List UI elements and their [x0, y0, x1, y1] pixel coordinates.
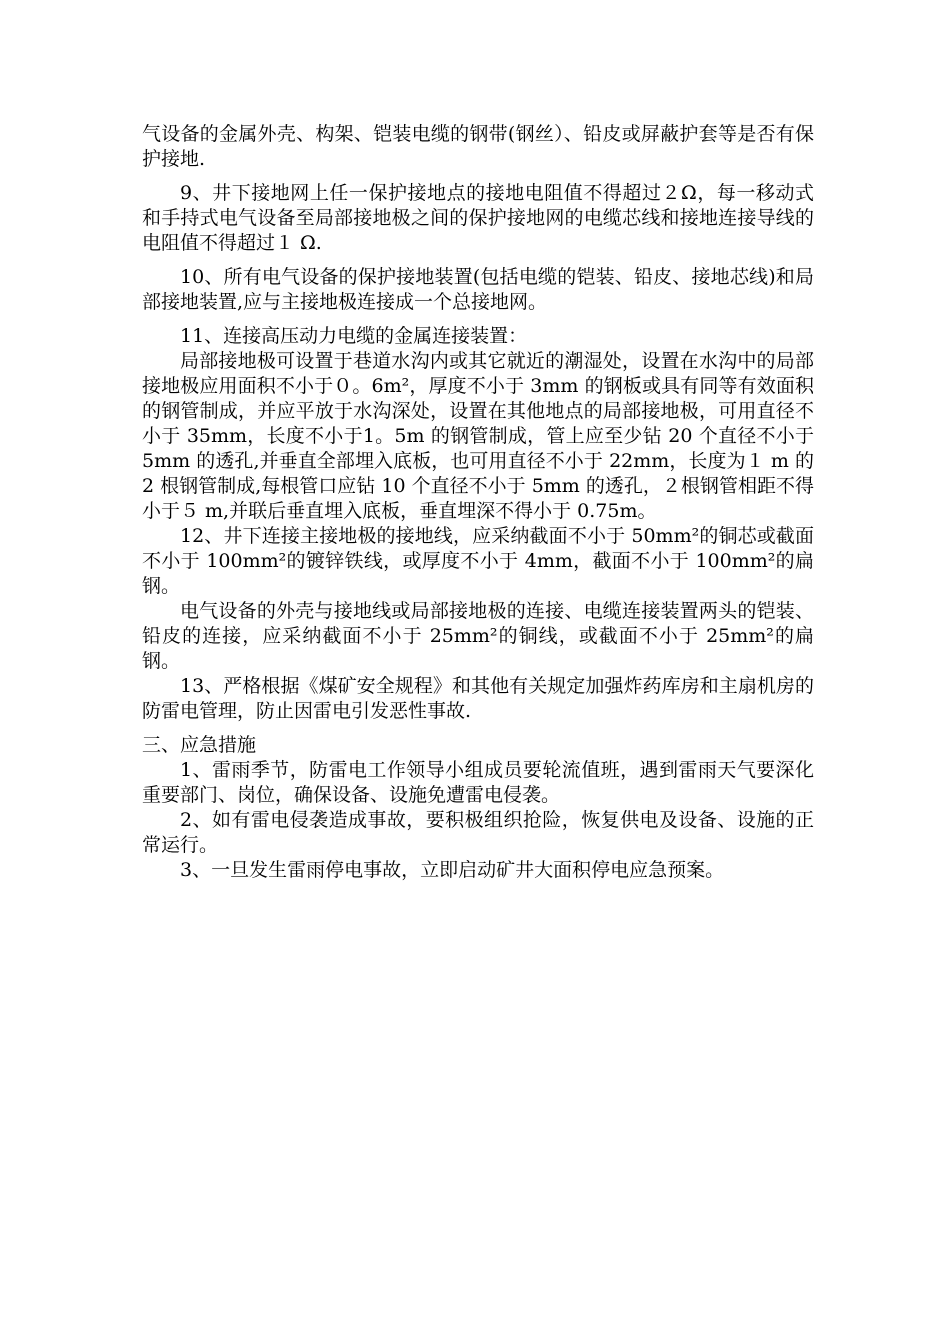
paragraph-item-10: 10、所有电气设备的保护接地装置(包括电缆的铠装、铅皮、接地芯线)和局部接地装置,应与主接地极连接成一个总接地网。 — [142, 266, 814, 313]
paragraph-emergency-3: 3、一旦发生雷雨停电事故，立即启动矿井大面积停电应急预案。 — [180, 859, 725, 881]
section-heading-emergency: 三、应急措施 — [142, 734, 257, 756]
document-body — [142, 122, 814, 883]
paragraph-emergency-2: 2、如有雷电侵袭造成事故，要积极组织抢险，恢复供电及设备、设施的正常运行。 — [142, 809, 814, 856]
paragraph-emergency-1: 1、雷雨季节，防雷电工作领导小组成员要轮流值班，遇到雷雨天气要深化重要部门、岗位，确保设备、设施免遭雷电侵袭。 — [142, 759, 814, 806]
paragraph-continuation: 气设备的金属外壳、构架、铠装电缆的钢带(钢丝）、铅皮或屏蔽护套等是否有保护接地. — [142, 123, 814, 170]
paragraph-equipment-connection: 电气设备的外壳与接地线或局部接地极的连接、电缆连接装置两头的铠装、铅皮的连接，应采纳截面不小于 25mm²的铜线，或截面不小于 25mm²的扁钢。 — [142, 600, 814, 672]
paragraph-item-13: 13、严格根据《煤矿安全规程》和其他有关规定加强炸药库房和主扇机房的防雷电管理，防止因雷电引发恶性事故. — [142, 675, 814, 722]
paragraph-item-12: 12、井下连接主接地极的接地线，应采纳截面不小于 50mm²的铜芯或截面不小于 100mm²的镀锌铁线，或厚度不小于 4mm，截面不小于 100mm²的扁钢。 — [142, 525, 814, 597]
paragraph-item-9: 9、井下接地网上任一保护接地点的接地电阻值不得超过２Ω，每一移动式和手持式电气设备至局部接地极之间的保护接地网的电缆芯线和接地连接导线的电阻值不得超过１ Ω. — [142, 182, 814, 254]
paragraph-local-grounding: 局部接地极可设置于巷道水沟内或其它就近的潮湿处，设置在水沟中的局部接地极应用面积不小于０。6m²，厚度不小于 3mm 的钢板或具有同等有效面积的钢管制成，并应平放于水沟深处，设置在其他地点的局部接地极，可用直径不小于 35mm，长度不小于1。5m 的钢管制成，管上应至少钻 20 个直径不小于 5mm 的透孔,并垂直全部埋入底板，也可用直径不小于 22mm，长度为１ m 的 2 根钢管制成,每根管口应钻 10 个直径不小于 5mm 的透孔，２根钢管相距不得小于５ m,并联后垂直埋入底板，垂直埋深不得小于 0.75m。 — [142, 350, 814, 522]
paragraph-item-11: 11、连接高压动力电缆的金属连接装置： — [180, 325, 528, 347]
